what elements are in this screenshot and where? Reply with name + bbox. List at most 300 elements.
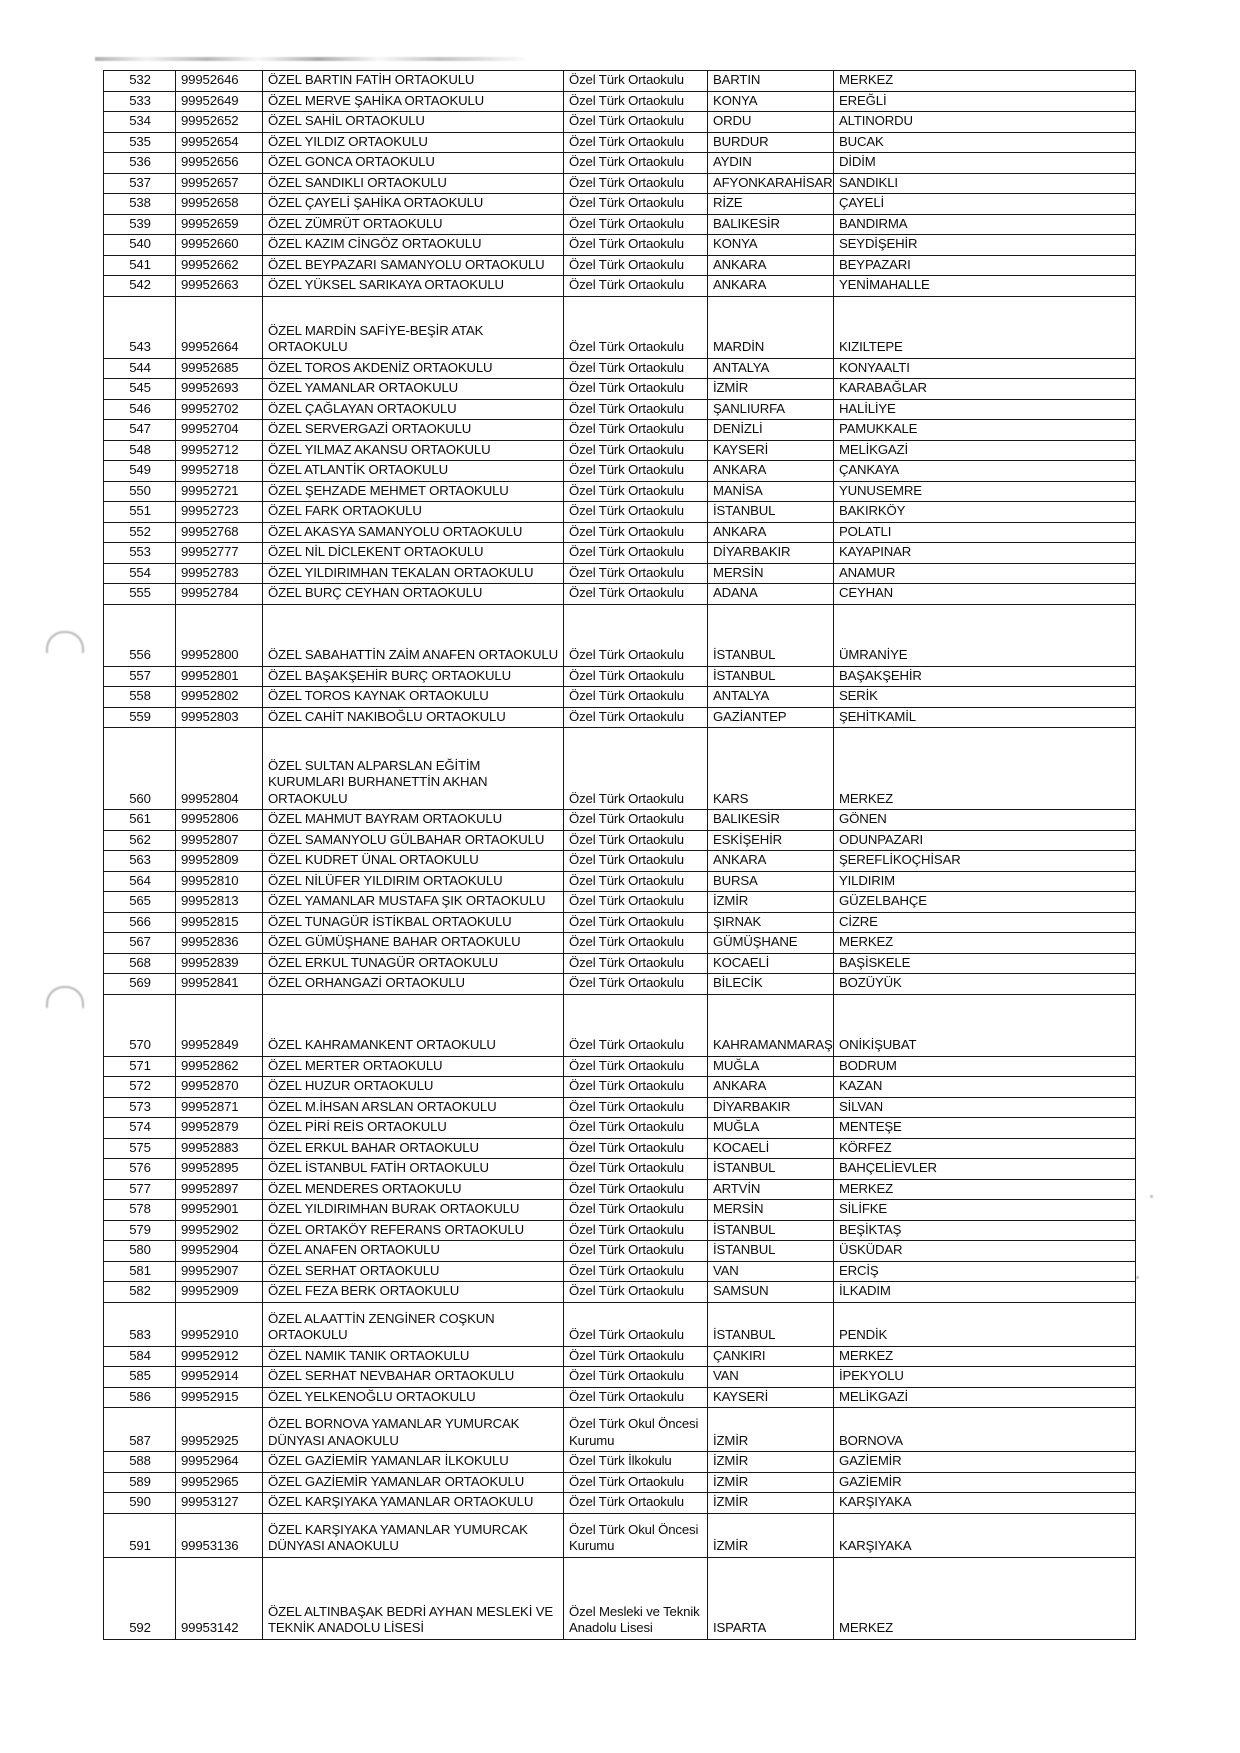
- row-number-cell: 559: [104, 707, 176, 728]
- institution-name-cell: ÖZEL GAZİEMİR YAMANLAR İLKOKULU: [263, 1452, 564, 1473]
- institution-name-cell: ÖZEL BARTIN FATİH ORTAOKULU: [263, 71, 564, 92]
- institution-code-cell: 99952659: [176, 214, 263, 235]
- district-cell: KIZILTEPE: [834, 296, 1136, 358]
- institution-name-cell: ÖZEL ALAATTİN ZENGİNER COŞKUN ORTAOKULU: [263, 1302, 564, 1346]
- row-number-cell: 560: [104, 728, 176, 810]
- institution-name-cell: ÖZEL SANDIKLI ORTAOKULU: [263, 173, 564, 194]
- institution-code-cell: 99952652: [176, 112, 263, 133]
- district-cell: MERKEZ: [834, 933, 1136, 954]
- table-row: [104, 132, 1136, 153]
- scanned-table-sheet: [103, 70, 1135, 1640]
- institution-name-cell: ÖZEL ERKUL TUNAGÜR ORTAOKULU: [263, 953, 564, 974]
- institution-name-cell: ÖZEL CAHİT NAKIBOĞLU ORTAOKULU: [263, 707, 564, 728]
- province-cell: RİZE: [708, 194, 834, 215]
- institution-code-cell: 99952862: [176, 1056, 263, 1077]
- row-number-cell: 549: [104, 461, 176, 482]
- table-row: [104, 1118, 1136, 1139]
- institution-name-cell: ÖZEL KUDRET ÜNAL ORTAOKULU: [263, 851, 564, 872]
- province-cell: AFYONKARAHİSAR: [708, 173, 834, 194]
- institution-type-cell: Özel Türk Ortaokulu: [564, 358, 708, 379]
- province-cell: VAN: [708, 1261, 834, 1282]
- table-row: [104, 666, 1136, 687]
- table-row: [104, 481, 1136, 502]
- institution-code-cell: 99952813: [176, 892, 263, 913]
- institution-type-cell: Özel Türk Ortaokulu: [564, 1200, 708, 1221]
- row-number-cell: 543: [104, 296, 176, 358]
- district-cell: KARŞIYAKA: [834, 1493, 1136, 1514]
- institution-name-cell: ÖZEL ÇAYELİ ŞAHİKA ORTAOKULU: [263, 194, 564, 215]
- row-number-cell: 536: [104, 153, 176, 174]
- institution-type-cell: Özel Türk Ortaokulu: [564, 173, 708, 194]
- table-row: [104, 91, 1136, 112]
- table-row: [104, 1472, 1136, 1493]
- institution-name-cell: ÖZEL ATLANTİK ORTAOKULU: [263, 461, 564, 482]
- table-row: [104, 1302, 1136, 1346]
- table-row: [104, 1408, 1136, 1452]
- institution-name-cell: ÖZEL SERVERGAZİ ORTAOKULU: [263, 420, 564, 441]
- district-cell: CİZRE: [834, 912, 1136, 933]
- institution-name-cell: ÖZEL BURÇ CEYHAN ORTAOKULU: [263, 584, 564, 605]
- row-number-cell: 566: [104, 912, 176, 933]
- row-number-cell: 572: [104, 1077, 176, 1098]
- table-row: [104, 912, 1136, 933]
- table-row: [104, 173, 1136, 194]
- table-row: [104, 1452, 1136, 1473]
- table-row: [104, 563, 1136, 584]
- district-cell: KÖRFEZ: [834, 1138, 1136, 1159]
- row-number-cell: 568: [104, 953, 176, 974]
- table-row: [104, 440, 1136, 461]
- table-row: [104, 974, 1136, 995]
- table-row: [104, 728, 1136, 810]
- institution-code-cell: 99953127: [176, 1493, 263, 1514]
- institution-code-cell: 99952904: [176, 1241, 263, 1262]
- row-number-cell: 537: [104, 173, 176, 194]
- province-cell: ARTVİN: [708, 1179, 834, 1200]
- province-cell: BURSA: [708, 871, 834, 892]
- institution-code-cell: 99952964: [176, 1452, 263, 1473]
- table-row: [104, 892, 1136, 913]
- institution-name-cell: ÖZEL İSTANBUL FATİH ORTAOKULU: [263, 1159, 564, 1180]
- table-row: [104, 1159, 1136, 1180]
- institution-name-cell: ÖZEL YÜKSEL SARIKAYA ORTAOKULU: [263, 276, 564, 297]
- province-cell: İZMİR: [708, 379, 834, 400]
- table-row: [104, 871, 1136, 892]
- institution-type-cell: Özel Türk Ortaokulu: [564, 1493, 708, 1514]
- scan-arc-artifact-top: [46, 631, 84, 653]
- province-cell: BALIKESİR: [708, 214, 834, 235]
- row-number-cell: 565: [104, 892, 176, 913]
- institution-code-cell: 99952663: [176, 276, 263, 297]
- row-number-cell: 582: [104, 1282, 176, 1303]
- institution-code-cell: 99952849: [176, 994, 263, 1056]
- province-cell: KONYA: [708, 235, 834, 256]
- district-cell: GÖNEN: [834, 810, 1136, 831]
- row-number-cell: 567: [104, 933, 176, 954]
- institution-type-cell: Özel Türk Ortaokulu: [564, 933, 708, 954]
- institution-code-cell: 99952784: [176, 584, 263, 605]
- row-number-cell: 554: [104, 563, 176, 584]
- institution-code-cell: 99952965: [176, 1472, 263, 1493]
- institution-name-cell: ÖZEL ANAFEN ORTAOKULU: [263, 1241, 564, 1262]
- province-cell: ANKARA: [708, 276, 834, 297]
- table-row: [104, 1220, 1136, 1241]
- institution-name-cell: ÖZEL SABAHATTİN ZAİM ANAFEN ORTAOKULU: [263, 604, 564, 666]
- institution-type-cell: Özel Türk Ortaokulu: [564, 974, 708, 995]
- province-cell: KONYA: [708, 91, 834, 112]
- district-cell: MERKEZ: [834, 1557, 1136, 1639]
- institution-code-cell: 99952693: [176, 379, 263, 400]
- table-row: [104, 235, 1136, 256]
- institution-name-cell: ÖZEL SULTAN ALPARSLAN EĞİTİM KURUMLARI BURHANETTİN AKHAN ORTAOKULU: [263, 728, 564, 810]
- institution-type-cell: Özel Türk Ortaokulu: [564, 1077, 708, 1098]
- institution-code-cell: 99952902: [176, 1220, 263, 1241]
- province-cell: MUĞLA: [708, 1118, 834, 1139]
- district-cell: SANDIKLI: [834, 173, 1136, 194]
- province-cell: ANTALYA: [708, 358, 834, 379]
- institution-code-cell: 99952654: [176, 132, 263, 153]
- district-cell: KONYAALTI: [834, 358, 1136, 379]
- district-cell: KAYAPINAR: [834, 543, 1136, 564]
- district-cell: ÜMRANİYE: [834, 604, 1136, 666]
- institution-type-cell: Özel Türk Ortaokulu: [564, 953, 708, 974]
- district-cell: MENTEŞE: [834, 1118, 1136, 1139]
- institution-code-cell: 99952660: [176, 235, 263, 256]
- institution-code-cell: 99952646: [176, 71, 263, 92]
- province-cell: KOCAELİ: [708, 953, 834, 974]
- institution-name-cell: ÖZEL MARDİN SAFİYE-BEŞİR ATAK ORTAOKULU: [263, 296, 564, 358]
- district-cell: CEYHAN: [834, 584, 1136, 605]
- institution-code-cell: 99952897: [176, 1179, 263, 1200]
- table-row: [104, 214, 1136, 235]
- institution-code-cell: 99952871: [176, 1097, 263, 1118]
- institution-name-cell: ÖZEL NİLÜFER YILDIRIM ORTAOKULU: [263, 871, 564, 892]
- institution-code-cell: 99952768: [176, 522, 263, 543]
- table-row: [104, 584, 1136, 605]
- row-number-cell: 580: [104, 1241, 176, 1262]
- district-cell: YILDIRIM: [834, 871, 1136, 892]
- institution-name-cell: ÖZEL TOROS AKDENİZ ORTAOKULU: [263, 358, 564, 379]
- province-cell: İSTANBUL: [708, 1241, 834, 1262]
- institution-name-cell: ÖZEL HUZUR ORTAOKULU: [263, 1077, 564, 1098]
- table-row: [104, 933, 1136, 954]
- province-cell: ŞANLIURFA: [708, 399, 834, 420]
- institution-type-cell: Özel Türk Ortaokulu: [564, 379, 708, 400]
- district-cell: BOZÜYÜK: [834, 974, 1136, 995]
- district-cell: SİLVAN: [834, 1097, 1136, 1118]
- table-row: [104, 1282, 1136, 1303]
- institution-code-cell: 99952783: [176, 563, 263, 584]
- province-cell: ISPARTA: [708, 1557, 834, 1639]
- institution-code-cell: 99952658: [176, 194, 263, 215]
- district-cell: ERCİŞ: [834, 1261, 1136, 1282]
- institution-type-cell: Özel Türk Ortaokulu: [564, 707, 708, 728]
- table-row: [104, 276, 1136, 297]
- institution-name-cell: ÖZEL NAMIK TANIK ORTAOKULU: [263, 1346, 564, 1367]
- province-cell: İSTANBUL: [708, 666, 834, 687]
- row-number-cell: 544: [104, 358, 176, 379]
- institution-name-cell: ÖZEL TOROS KAYNAK ORTAOKULU: [263, 687, 564, 708]
- institution-code-cell: 99952901: [176, 1200, 263, 1221]
- institution-name-cell: ÖZEL ŞEHZADE MEHMET ORTAOKULU: [263, 481, 564, 502]
- institution-type-cell: Özel Türk Ortaokulu: [564, 1179, 708, 1200]
- district-cell: BORNOVA: [834, 1408, 1136, 1452]
- table-row: [104, 358, 1136, 379]
- table-row: [104, 1493, 1136, 1514]
- province-cell: MANİSA: [708, 481, 834, 502]
- institution-code-cell: 99952925: [176, 1408, 263, 1452]
- row-number-cell: 575: [104, 1138, 176, 1159]
- institution-type-cell: Özel Türk Ortaokulu: [564, 1282, 708, 1303]
- province-cell: GÜMÜŞHANE: [708, 933, 834, 954]
- institution-name-cell: ÖZEL BORNOVA YAMANLAR YUMURCAK DÜNYASI ANAOKULU: [263, 1408, 564, 1452]
- row-number-cell: 541: [104, 255, 176, 276]
- table-row: [104, 1557, 1136, 1639]
- institution-type-cell: Özel Türk Ortaokulu: [564, 1387, 708, 1408]
- province-cell: KAYSERİ: [708, 440, 834, 461]
- institution-code-cell: 99953142: [176, 1557, 263, 1639]
- institution-type-cell: Özel Türk Ortaokulu: [564, 830, 708, 851]
- row-number-cell: 553: [104, 543, 176, 564]
- table-row: [104, 194, 1136, 215]
- institution-type-cell: Özel Türk Ortaokulu: [564, 1220, 708, 1241]
- district-cell: BANDIRMA: [834, 214, 1136, 235]
- institution-type-cell: Özel Türk Ortaokulu: [564, 584, 708, 605]
- province-cell: ÇANKIRI: [708, 1346, 834, 1367]
- province-cell: İZMİR: [708, 1408, 834, 1452]
- province-cell: DİYARBAKIR: [708, 543, 834, 564]
- institution-code-cell: 99953136: [176, 1513, 263, 1557]
- row-number-cell: 532: [104, 71, 176, 92]
- institution-type-cell: Özel Türk İlkokulu: [564, 1452, 708, 1473]
- table-row: [104, 830, 1136, 851]
- table-row: [104, 687, 1136, 708]
- institution-name-cell: ÖZEL BAŞAKŞEHİR BURÇ ORTAOKULU: [263, 666, 564, 687]
- institution-type-cell: Özel Türk Ortaokulu: [564, 810, 708, 831]
- province-cell: MERSİN: [708, 1200, 834, 1221]
- institution-name-cell: ÖZEL ERKUL BAHAR ORTAOKULU: [263, 1138, 564, 1159]
- institution-type-cell: Özel Türk Ortaokulu: [564, 461, 708, 482]
- institution-name-cell: ÖZEL SERHAT NEVBAHAR ORTAOKULU: [263, 1367, 564, 1388]
- district-cell: İLKADIM: [834, 1282, 1136, 1303]
- row-number-cell: 584: [104, 1346, 176, 1367]
- institution-type-cell: Özel Türk Ortaokulu: [564, 892, 708, 913]
- institution-type-cell: Özel Türk Ortaokulu: [564, 1367, 708, 1388]
- province-cell: ANKARA: [708, 851, 834, 872]
- institution-name-cell: ÖZEL PİRİ REİS ORTAOKULU: [263, 1118, 564, 1139]
- institution-type-cell: Özel Türk Ortaokulu: [564, 276, 708, 297]
- institution-name-cell: ÖZEL ORHANGAZİ ORTAOKULU: [263, 974, 564, 995]
- table-row: [104, 296, 1136, 358]
- row-number-cell: 583: [104, 1302, 176, 1346]
- province-cell: ESKİŞEHİR: [708, 830, 834, 851]
- province-cell: GAZİANTEP: [708, 707, 834, 728]
- province-cell: İZMİR: [708, 1472, 834, 1493]
- institution-type-cell: Özel Türk Ortaokulu: [564, 1472, 708, 1493]
- row-number-cell: 585: [104, 1367, 176, 1388]
- province-cell: MARDİN: [708, 296, 834, 358]
- district-cell: BAHÇELİEVLER: [834, 1159, 1136, 1180]
- institution-name-cell: ÖZEL YAMANLAR MUSTAFA ŞIK ORTAOKULU: [263, 892, 564, 913]
- scan-speck-artifact: [1150, 1195, 1153, 1198]
- district-cell: GÜZELBAHÇE: [834, 892, 1136, 913]
- district-cell: ALTINORDU: [834, 112, 1136, 133]
- institution-name-cell: ÖZEL YILDIRIMHAN TEKALAN ORTAOKULU: [263, 563, 564, 584]
- district-cell: KAZAN: [834, 1077, 1136, 1098]
- table-row: [104, 420, 1136, 441]
- row-number-cell: 533: [104, 91, 176, 112]
- table-row: [104, 502, 1136, 523]
- institution-code-cell: 99952914: [176, 1367, 263, 1388]
- institution-name-cell: ÖZEL KAZIM CİNGÖZ ORTAOKULU: [263, 235, 564, 256]
- institution-code-cell: 99952810: [176, 871, 263, 892]
- district-cell: MELİKGAZİ: [834, 1387, 1136, 1408]
- institution-type-cell: Özel Türk Ortaokulu: [564, 420, 708, 441]
- district-cell: BAKIRKÖY: [834, 502, 1136, 523]
- institution-type-cell: Özel Türk Ortaokulu: [564, 1097, 708, 1118]
- row-number-cell: 588: [104, 1452, 176, 1473]
- institution-code-cell: 99952915: [176, 1387, 263, 1408]
- institution-type-cell: Özel Türk Ortaokulu: [564, 112, 708, 133]
- institution-code-cell: 99952801: [176, 666, 263, 687]
- district-cell: ONİKİŞUBAT: [834, 994, 1136, 1056]
- institution-type-cell: Özel Mesleki ve Teknik Anadolu Lisesi: [564, 1557, 708, 1639]
- institution-type-cell: Özel Türk Ortaokulu: [564, 666, 708, 687]
- institution-type-cell: Özel Türk Ortaokulu: [564, 1118, 708, 1139]
- institution-type-cell: Özel Türk Ortaokulu: [564, 1261, 708, 1282]
- row-number-cell: 545: [104, 379, 176, 400]
- district-cell: SERİK: [834, 687, 1136, 708]
- institution-code-cell: 99952803: [176, 707, 263, 728]
- institution-type-cell: Özel Türk Ortaokulu: [564, 399, 708, 420]
- district-cell: KARŞIYAKA: [834, 1513, 1136, 1557]
- row-number-cell: 556: [104, 604, 176, 666]
- scan-arc-artifact-bottom: [46, 986, 84, 1008]
- district-cell: BEŞİKTAŞ: [834, 1220, 1136, 1241]
- institution-type-cell: Özel Türk Ortaokulu: [564, 296, 708, 358]
- institution-type-cell: Özel Türk Ortaokulu: [564, 728, 708, 810]
- institution-type-cell: Özel Türk Ortaokulu: [564, 994, 708, 1056]
- table-row: [104, 851, 1136, 872]
- row-number-cell: 535: [104, 132, 176, 153]
- institution-type-cell: Özel Türk Ortaokulu: [564, 1056, 708, 1077]
- province-cell: AYDIN: [708, 153, 834, 174]
- district-cell: YENİMAHALLE: [834, 276, 1136, 297]
- table-row: [104, 994, 1136, 1056]
- institution-name-cell: ÖZEL YILDIRIMHAN BURAK ORTAOKULU: [263, 1200, 564, 1221]
- institution-type-cell: Özel Türk Okul Öncesi Kurumu: [564, 1513, 708, 1557]
- district-cell: MELİKGAZİ: [834, 440, 1136, 461]
- institution-code-cell: 99952723: [176, 502, 263, 523]
- institution-name-cell: ÖZEL MERVE ŞAHİKA ORTAOKULU: [263, 91, 564, 112]
- institution-type-cell: Özel Türk Ortaokulu: [564, 563, 708, 584]
- scan-speck-artifact: [1136, 1276, 1139, 1279]
- district-cell: HALİLİYE: [834, 399, 1136, 420]
- institution-name-cell: ÖZEL ZÜMRÜT ORTAOKULU: [263, 214, 564, 235]
- district-cell: BUCAK: [834, 132, 1136, 153]
- institution-type-cell: Özel Türk Ortaokulu: [564, 71, 708, 92]
- province-cell: ANKARA: [708, 461, 834, 482]
- district-cell: ÜSKÜDAR: [834, 1241, 1136, 1262]
- institution-type-cell: Özel Türk Ortaokulu: [564, 851, 708, 872]
- table-row: [104, 1179, 1136, 1200]
- district-cell: DİDİM: [834, 153, 1136, 174]
- institution-code-cell: 99952806: [176, 810, 263, 831]
- institution-name-cell: ÖZEL ORTAKÖY REFERANS ORTAOKULU: [263, 1220, 564, 1241]
- table-row: [104, 1513, 1136, 1557]
- table-row: [104, 1346, 1136, 1367]
- province-cell: MERSİN: [708, 563, 834, 584]
- province-cell: VAN: [708, 1367, 834, 1388]
- district-cell: MERKEZ: [834, 1179, 1136, 1200]
- province-cell: ANKARA: [708, 255, 834, 276]
- district-cell: EREĞLİ: [834, 91, 1136, 112]
- district-cell: YUNUSEMRE: [834, 481, 1136, 502]
- district-cell: BEYPAZARI: [834, 255, 1136, 276]
- institution-name-cell: ÖZEL KARŞIYAKA YAMANLAR ORTAOKULU: [263, 1493, 564, 1514]
- province-cell: BALIKESİR: [708, 810, 834, 831]
- institution-code-cell: 99952712: [176, 440, 263, 461]
- district-cell: ÇAYELİ: [834, 194, 1136, 215]
- province-cell: BURDUR: [708, 132, 834, 153]
- province-cell: İZMİR: [708, 1452, 834, 1473]
- table-row: [104, 153, 1136, 174]
- province-cell: İZMİR: [708, 1513, 834, 1557]
- province-cell: ADANA: [708, 584, 834, 605]
- institution-name-cell: ÖZEL GONCA ORTAOKULU: [263, 153, 564, 174]
- institution-code-cell: 99952883: [176, 1138, 263, 1159]
- province-cell: DİYARBAKIR: [708, 1097, 834, 1118]
- row-number-cell: 590: [104, 1493, 176, 1514]
- province-cell: ANKARA: [708, 1077, 834, 1098]
- row-number-cell: 546: [104, 399, 176, 420]
- row-number-cell: 586: [104, 1387, 176, 1408]
- row-number-cell: 591: [104, 1513, 176, 1557]
- district-cell: SEYDİŞEHİR: [834, 235, 1136, 256]
- province-cell: ANTALYA: [708, 687, 834, 708]
- institution-code-cell: 99952721: [176, 481, 263, 502]
- province-cell: İSTANBUL: [708, 1302, 834, 1346]
- institution-name-cell: ÖZEL ÇAĞLAYAN ORTAOKULU: [263, 399, 564, 420]
- table-row: [104, 379, 1136, 400]
- institution-name-cell: ÖZEL BEYPAZARI SAMANYOLU ORTAOKULU: [263, 255, 564, 276]
- institution-code-cell: 99952895: [176, 1159, 263, 1180]
- institution-code-cell: 99952777: [176, 543, 263, 564]
- row-number-cell: 552: [104, 522, 176, 543]
- institution-name-cell: ÖZEL GAZİEMİR YAMANLAR ORTAOKULU: [263, 1472, 564, 1493]
- row-number-cell: 547: [104, 420, 176, 441]
- institution-name-cell: ÖZEL KAHRAMANKENT ORTAOKULU: [263, 994, 564, 1056]
- table-row: [104, 112, 1136, 133]
- institution-name-cell: ÖZEL MERTER ORTAOKULU: [263, 1056, 564, 1077]
- row-number-cell: 578: [104, 1200, 176, 1221]
- institution-code-cell: 99952664: [176, 296, 263, 358]
- institution-code-cell: 99952685: [176, 358, 263, 379]
- province-cell: DENİZLİ: [708, 420, 834, 441]
- institution-code-cell: 99952656: [176, 153, 263, 174]
- institution-type-cell: Özel Türk Ortaokulu: [564, 255, 708, 276]
- institution-code-cell: 99952909: [176, 1282, 263, 1303]
- row-number-cell: 592: [104, 1557, 176, 1639]
- table-row: [104, 1200, 1136, 1221]
- institution-name-cell: ÖZEL KARŞIYAKA YAMANLAR YUMURCAK DÜNYASI ANAOKULU: [263, 1513, 564, 1557]
- table-row: [104, 1138, 1136, 1159]
- table-row: [104, 522, 1136, 543]
- row-number-cell: 539: [104, 214, 176, 235]
- table-row: [104, 255, 1136, 276]
- district-cell: SİLİFKE: [834, 1200, 1136, 1221]
- institution-code-cell: 99952809: [176, 851, 263, 872]
